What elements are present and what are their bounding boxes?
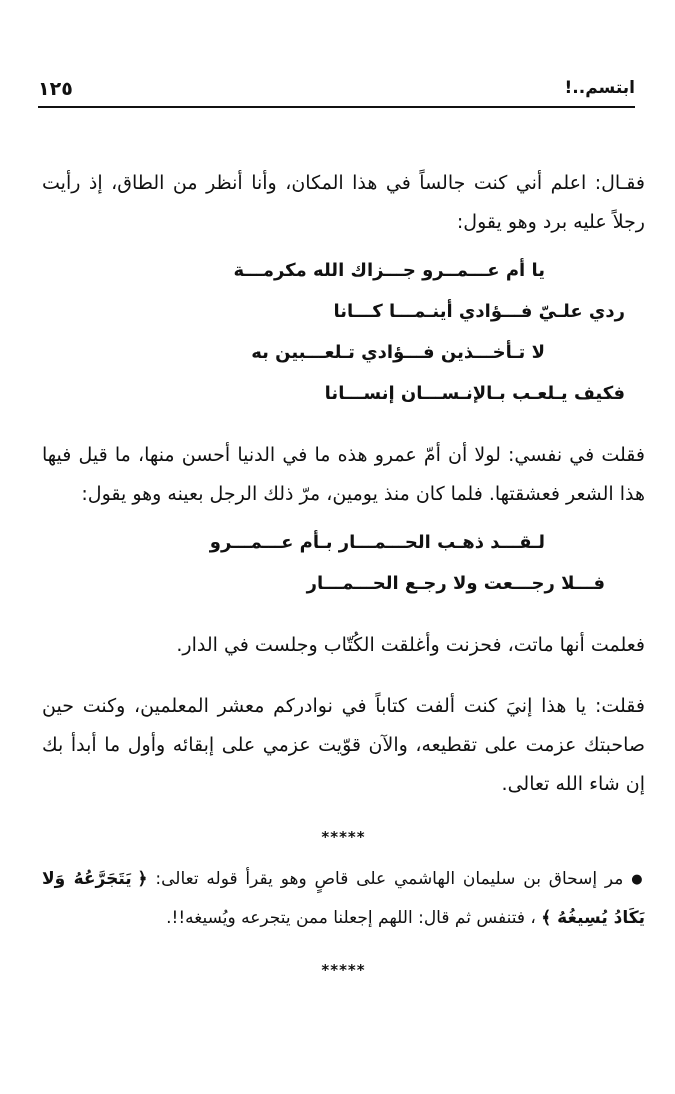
separator-stars: ***** <box>321 828 366 846</box>
quran-quote: ﴿ يَتَجَرَّعُهُ وَلا يَكَادُ يُسِيغُهُ ﴾ <box>42 869 645 928</box>
note-rest: ، فتنفس ثم قال: اللهم إجعلنا ممن يتجرعه ويُسيغه!!. <box>166 908 536 928</box>
anecdote-note <box>42 860 645 937</box>
poem-1 <box>42 250 645 414</box>
separator-stars: ***** <box>321 961 366 979</box>
paragraph-3: فعلمت أنها ماتت، فحزنت وأغلقت الكُتّاب وجلست في الدار. <box>176 634 645 656</box>
page-header <box>38 78 635 104</box>
bullet-icon: ● <box>631 872 646 887</box>
note-intro: مر إسحاق بن سليمان الهاشمي على قاصٍ وهو يقرأ قوله تعالى: <box>155 869 624 889</box>
verse-line: فكيف يـلعـب بـالإنـســـان إنســـانا <box>324 383 625 404</box>
paragraph-1: فقـال: اعلم أني كنت جالساً في هذا المكان، وأنا أنظر من الطاق، إذ رأيت رجلاً عليه برد وهو يقول: <box>42 172 645 233</box>
header-rule <box>38 106 635 108</box>
verse-line: فـــلا رجـــعت ولا رجـع الحـــمـــار <box>306 573 605 594</box>
page-body <box>42 164 645 993</box>
poem-2 <box>42 522 645 604</box>
verse-line: ردي علـيّ فـــؤادي أينـمـــا كـــانا <box>333 301 625 322</box>
verse-line: يا أم عـــمــرو جـــزاك الله مكرمـــة <box>233 260 545 281</box>
running-title: ابتسم..! <box>564 78 635 98</box>
paragraph-4: فقلت: يا هذا إنيَ كنت ألفت كتاباً في نوادركم معشر المعلمين، وكنت حين صاحبتك عزمت على تقطيعه، والآن قوّيت عزمي على إبقائه وأول ما أبدأ بك إن شاء الله تعالى. <box>42 695 645 795</box>
page-number: ١٢٥ <box>38 78 73 100</box>
paragraph-2: فقلت في نفسي: لولا أن أمّ عمرو هذه ما في الدنيا أحسن منها، ما قيل فيها هذا الشعر فعشقتها. فلما كان منذ يومين، مرّ ذلك الرجل بعينه وهو يقول: <box>42 444 645 505</box>
verse-line: لا تـأخـــذين فـــؤادي تـلعـــبين به <box>251 342 545 363</box>
verse-line: لـقـــد ذهـب الحـــمـــار بـأم عـــمـــرو <box>209 532 545 553</box>
